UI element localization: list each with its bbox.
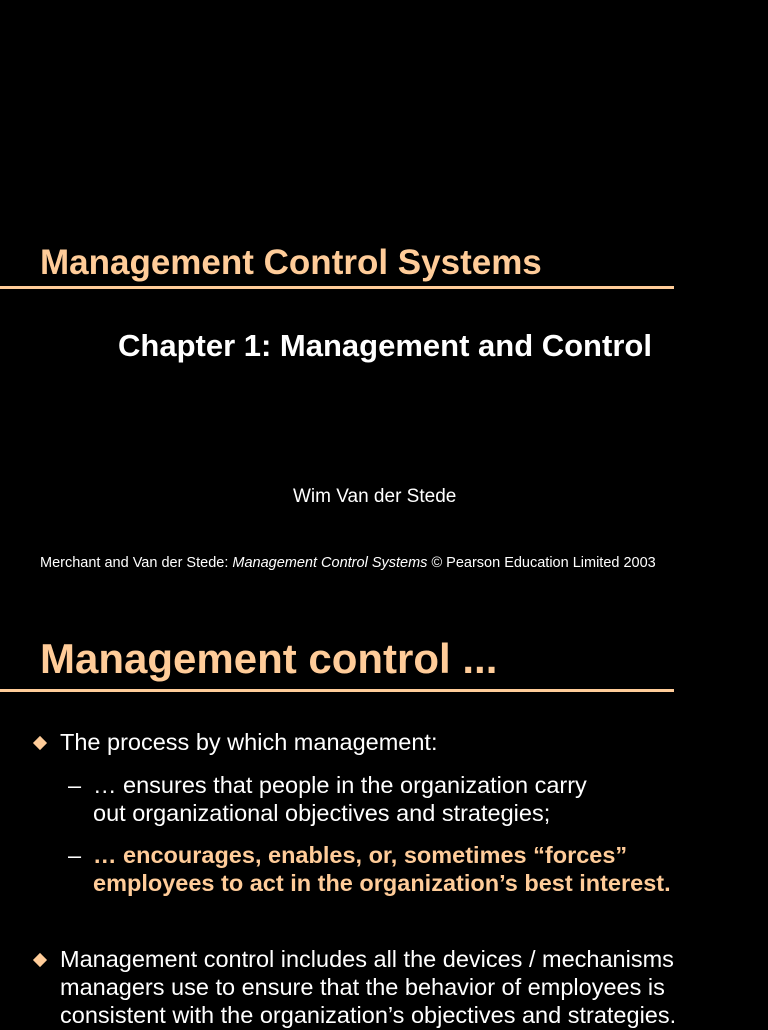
author-name: Wim Van der Stede — [293, 486, 457, 507]
bullet-line: Management control includes all the devices / mechanisms — [60, 946, 674, 972]
bullet-text: The process by which management: — [60, 729, 438, 755]
copyright-book-title: Management Control Systems — [232, 555, 428, 571]
bullet-line: managers use to ensure that the behavior of employees is — [60, 974, 665, 1000]
slide-title: Management control ... — [40, 635, 498, 682]
subitem-line-emphasis: … encourages, enables, or, sometimes “forces” — [93, 842, 628, 868]
dash-bullet: – — [68, 842, 82, 868]
subitem-line: out organizational objectives and strategies; — [93, 800, 551, 826]
bullet-line: consistent with the organization’s objectives and strategies. — [60, 1002, 677, 1028]
title-divider — [0, 689, 674, 692]
diamond-bullet-icon — [33, 736, 47, 750]
dash-bullet: – — [68, 772, 82, 798]
copyright-line — [40, 553, 656, 573]
subitem-line: … ensures that people in the organization carry — [93, 772, 587, 798]
subitem-line-emphasis: employees to act in the organization’s best interest. — [93, 870, 671, 896]
chapter-subtitle: Chapter 1: Management and Control — [118, 328, 652, 363]
copyright-suffix: © Pearson Education Limited 2003 — [427, 555, 656, 571]
title-divider — [0, 286, 674, 289]
copyright-prefix: Merchant and Van der Stede: — [40, 555, 233, 571]
slide-title: Management Control Systems — [40, 243, 542, 282]
diamond-bullet-icon — [33, 953, 47, 967]
